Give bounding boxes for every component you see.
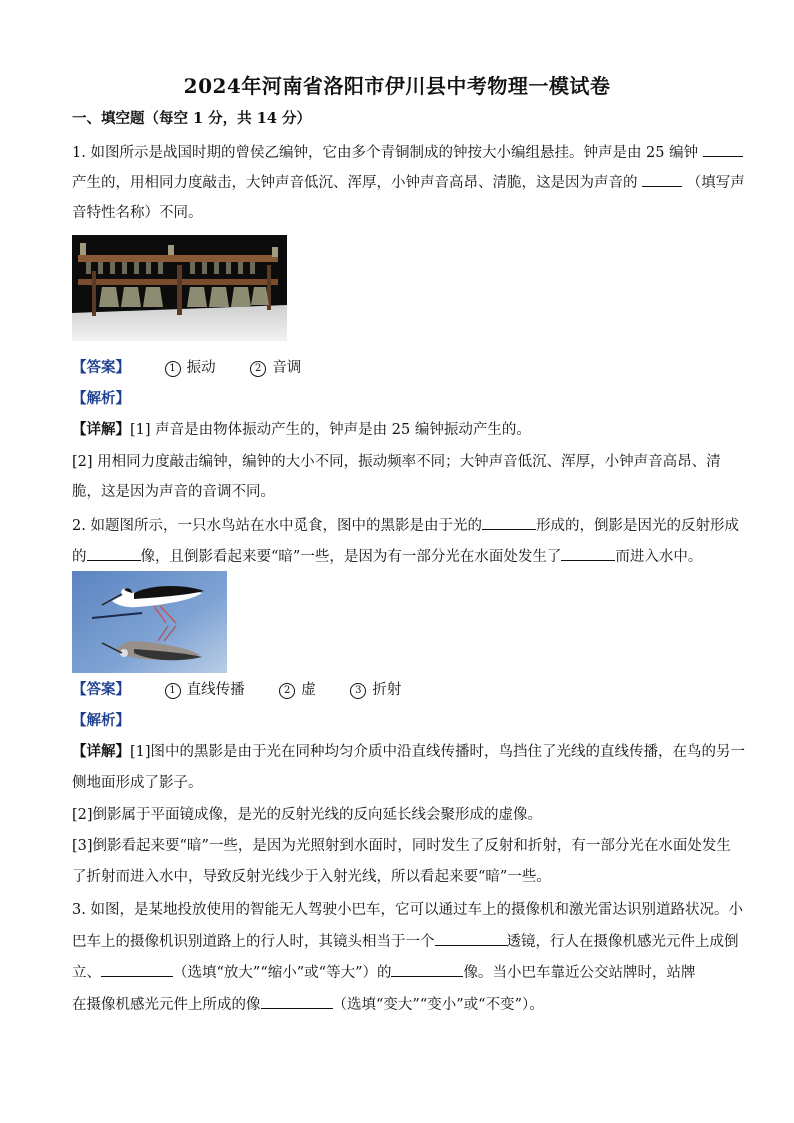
q2-line-2: [72, 546, 722, 567]
q2-answer-1: [165, 682, 245, 698]
q3-blank-2[interactable]: [101, 962, 173, 977]
q3-text-3b: （选填“放大”“缩小”或“等大”）的: [173, 965, 392, 981]
q2-detail-2: 侧地面形成了影子。: [72, 775, 203, 791]
detail-text: [1]图中的黑影是由于光在同种均匀介质中沿直线传播时，鸟挡住了光线的直线传播，在鸟的另一: [130, 744, 746, 760]
q2-answer-3: [350, 682, 401, 698]
answer-text: 振动: [186, 360, 216, 376]
q2-answer-2: [279, 682, 316, 698]
q3-blank-1[interactable]: [435, 931, 507, 946]
q3-text-2b: 透镜，行人在摄像机感光元件上成倒: [506, 934, 739, 950]
answer-text: 折射: [372, 682, 402, 698]
q2-blank-1[interactable]: [482, 515, 536, 530]
q3-text-2a: 巴车上的摄像机识别道路上的行人时，其镜头相当于一个: [72, 934, 435, 950]
q3-line-3: [72, 962, 722, 983]
q2-text-2a: 的: [72, 549, 87, 565]
q2-detail-4: [3]倒影看起来要“暗”一些，是因为光照射到水面时，同时发生了反射和折射，有一部分光在水面处发生: [72, 838, 731, 854]
q2-text-2c: 而进入水中。: [615, 549, 703, 565]
q2-text-1a: 2. 如题图所示，一只水鸟站在水中觅食，图中的黑影是由于光的: [72, 518, 482, 534]
q3-line-4: [72, 994, 722, 1015]
q2-answer: [72, 680, 722, 700]
q1-text-2b: （填写声: [686, 175, 745, 191]
q2-analysis-label: 【解析】: [72, 712, 130, 729]
q1-answer: [72, 358, 722, 378]
q1-detail-1: [72, 420, 722, 440]
q1-text-2a: 产生的，用相同力度敲击，大钟声音低沉、浑厚，小钟声音高昂、清脆，这是因为声音的: [72, 175, 638, 191]
answer-text: 直线传播: [186, 682, 245, 698]
q3-text-3c: 像。当小巴车靠近公交站牌时，站牌: [463, 965, 696, 981]
q1-detail-2: [2] 用相同力度敲击编钟，编钟的大小不同，振动频率不同；大钟声音低沉、浑厚，小钟声音高昂、清: [72, 454, 721, 470]
circled-number: 2: [250, 361, 266, 377]
circled-number: 1: [165, 361, 181, 377]
q1-line-2: [72, 172, 745, 193]
answer-text: 音调: [272, 360, 302, 376]
q1-blank-1[interactable]: [703, 142, 743, 157]
water-bird-image: [72, 571, 227, 673]
section-heading: 一、填空题（每空 1 分，共 14 分）: [72, 110, 311, 127]
q1-blank-2[interactable]: [642, 172, 682, 187]
q2-text-1b: 形成的，倒影是因光的反射形成: [535, 518, 739, 534]
q1-detail-3: 脆，这是因为声音的音调不同。: [72, 484, 275, 500]
circled-number: 3: [350, 683, 366, 699]
q3-line-2: [72, 931, 739, 952]
q3-line-1: 3. 如图，是某地投放使用的智能无人驾驶小巴车，它可以通过车上的摄像机和激光雷达识别道路状况。小: [72, 902, 743, 918]
q2-line-1: [72, 515, 739, 536]
q3-text-3a: 立、: [72, 965, 101, 981]
detail-text: [1] 声音是由物体振动产生的，钟声是由 25 编钟振动产生的。: [130, 422, 531, 438]
q2-detail-1: [72, 742, 746, 762]
answer-label: 【答案】: [72, 681, 130, 698]
q2-blank-2[interactable]: [87, 546, 141, 561]
page-title: 2024年河南省洛阳市伊川县中考物理一模试卷: [183, 74, 611, 98]
q1-answer-1: [165, 360, 216, 376]
q2-text-2b: 像，且倒影看起来要“暗”一些，是因为有一部分光在水面处发生了: [140, 549, 562, 565]
circled-number: 1: [165, 683, 181, 699]
q3-blank-3[interactable]: [391, 962, 463, 977]
q2-blank-3[interactable]: [561, 546, 615, 561]
q3-text-4b: （选填“变大”“变小”或“不变”）。: [332, 997, 544, 1013]
q2-detail-3: [2]倒影属于平面镜成像，是光的反射光线的反向延长线会聚形成的虚像。: [72, 807, 543, 823]
q1-analysis-label: 【解析】: [72, 390, 130, 407]
q3-blank-4[interactable]: [261, 994, 333, 1009]
q1-line-1: [72, 142, 722, 163]
q1-text-1: 1. 如图所示是战国时期的曾侯乙编钟，它由多个青铜制成的钟按大小编组悬挂。钟声是由 25 编钟: [72, 145, 699, 161]
q1-answer-2: [250, 360, 301, 376]
detail-label: 【详解】: [72, 421, 130, 438]
answer-label: 【答案】: [72, 359, 130, 376]
detail-label: 【详解】: [72, 743, 130, 760]
answer-text: 虚: [301, 682, 316, 698]
q1-line-3: 音特性名称）不同。: [72, 205, 203, 221]
bianzhong-bells-image: [72, 235, 287, 341]
circled-number: 2: [279, 683, 295, 699]
q2-detail-5: 了折射而进入水中，导致反射光线少于入射光线，所以看起来要“暗”一些。: [72, 869, 551, 885]
q3-text-4a: 在摄像机感光元件上所成的像: [72, 997, 261, 1013]
